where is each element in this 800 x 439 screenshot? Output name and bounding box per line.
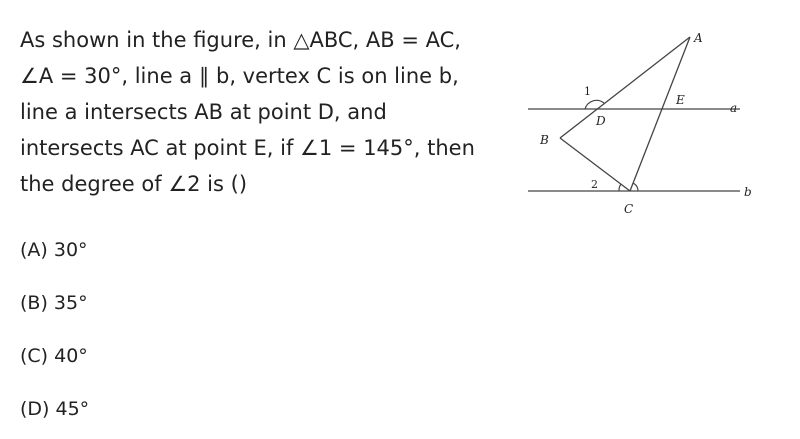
option-b[interactable]: (B) 35° [20,292,88,314]
label-b: B [540,133,549,147]
question-line-5: the degree of ∠2 is () [20,172,248,196]
angle-2-arc [619,184,621,191]
question-line-1: As shown in the figure, in △ABC, AB = AC, [20,28,461,52]
option-c[interactable]: (C) 40° [20,345,88,367]
label-angle-1: 1 [584,85,591,98]
angle-1-arc [585,100,604,109]
question-line-4: intersects AC at point E, if ∠1 = 145°, then [20,136,475,160]
label-d: D [596,114,606,128]
label-line-a: a [730,101,738,115]
option-a[interactable]: (A) 30° [20,239,88,261]
geometry-figure [520,20,780,220]
option-d[interactable]: (D) 45° [20,398,90,420]
label-c: C [624,202,634,216]
label-line-b: b [744,185,752,199]
angle-c-arc [633,183,638,191]
label-e: E [676,93,685,107]
question-line-2: ∠A = 30°, line a ∥ b, vertex C is on line b, [20,64,459,88]
question-text [20,22,490,202]
label-a: A [694,31,703,45]
label-angle-2: 2 [591,178,598,191]
question-line-3: line a intersects AB at point D, and [20,100,387,124]
